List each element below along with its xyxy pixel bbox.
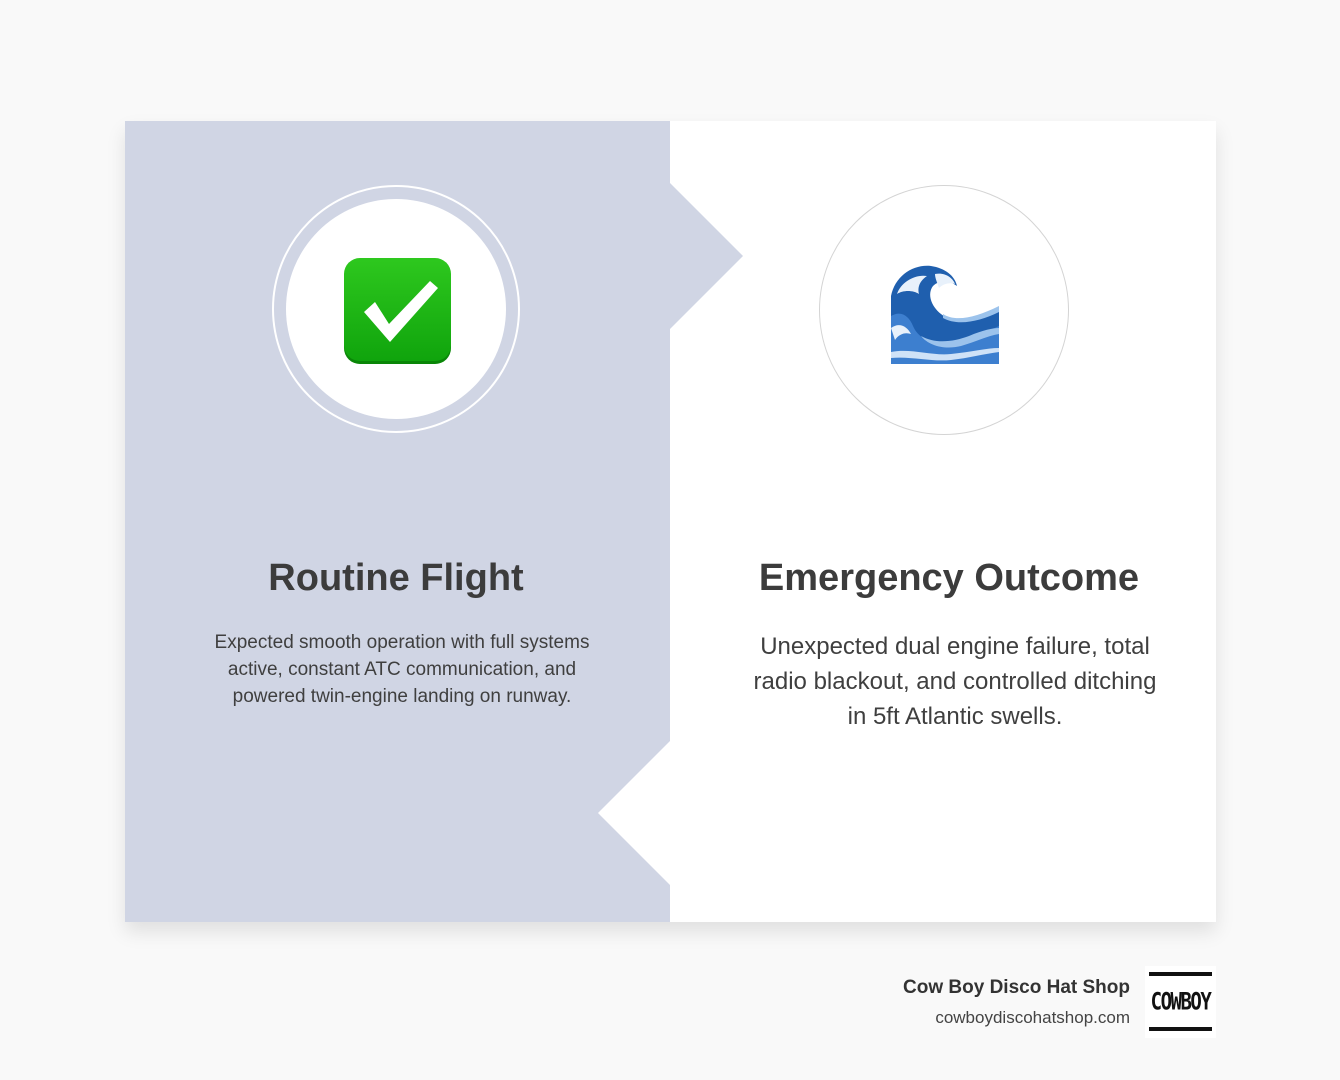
logo-bottom-bar bbox=[1149, 1027, 1212, 1031]
logo-top-bar bbox=[1149, 972, 1212, 976]
logo-text: COWBOY bbox=[1150, 988, 1211, 1016]
brand-url[interactable]: cowboydiscohatshop.com bbox=[935, 1008, 1130, 1027]
right-title: Emergency Outcome bbox=[758, 557, 1140, 599]
left-description: Expected smooth operation with full systems active, constant ATC communication, and powered twin-engine landing on runway. bbox=[214, 632, 590, 707]
left-title: Routine Flight bbox=[268, 557, 524, 599]
water-wave-icon bbox=[891, 256, 999, 364]
brand-logo bbox=[1145, 966, 1216, 1038]
right-description: Unexpected dual engine failure, total radio blackout, and controlled ditching in 5ft Atlantic swells. bbox=[753, 633, 1157, 730]
check-mark-button-icon bbox=[344, 258, 451, 364]
brand-name: Cow Boy Disco Hat Shop bbox=[903, 977, 1130, 998]
right-pointing-notch bbox=[670, 183, 743, 329]
comparison-card bbox=[125, 121, 1216, 922]
